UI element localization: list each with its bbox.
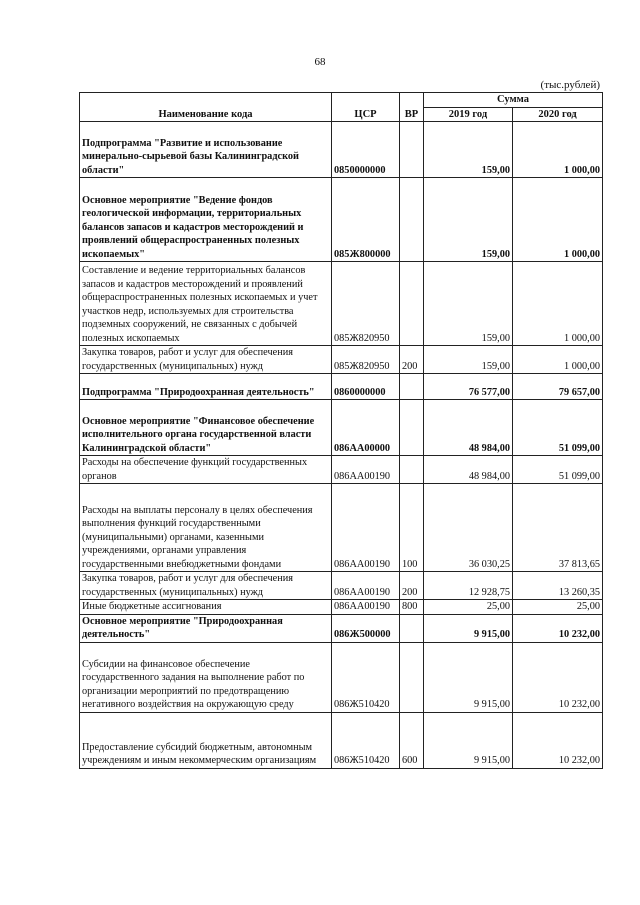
row-2020: 51 099,00 [513,400,603,456]
row-csr: 085Ж820950 [332,262,400,346]
table-row [80,712,603,768]
row-name: Закупка товаров, работ и услуг для обеспечения государственных (муниципальных) нужд [80,346,332,374]
row-2020: 51 099,00 [513,456,603,484]
table-row [80,642,603,712]
row-name: Основное мероприятие "Ведение фондов геологической информации, территориальных балансов запасов и кадастров месторождений и проявлений общераспространенных полезных ископаемых" [80,178,332,262]
row-2019: 9 915,00 [424,642,513,712]
table-row [80,262,603,346]
row-vr [400,400,424,456]
row-vr: 100 [400,484,424,572]
row-name: Иные бюджетные ассигнования [80,600,332,615]
row-2019: 159,00 [424,262,513,346]
header-2020: 2020 год [513,107,603,122]
row-vr [400,642,424,712]
row-vr [400,122,424,178]
row-2020: 13 260,35 [513,572,603,600]
row-2019: 9 915,00 [424,712,513,768]
row-2020: 1 000,00 [513,346,603,374]
table-row [80,456,603,484]
row-csr: 086АА00190 [332,572,400,600]
table-row [80,374,603,400]
row-2019: 159,00 [424,346,513,374]
row-2020: 1 000,00 [513,178,603,262]
row-csr: 086Ж510420 [332,712,400,768]
row-2020: 1 000,00 [513,122,603,178]
row-csr: 086Ж510420 [332,642,400,712]
table-row [80,614,603,642]
row-2019: 36 030,25 [424,484,513,572]
header-vr: ВР [400,93,424,122]
row-2020: 1 000,00 [513,262,603,346]
row-vr [400,614,424,642]
table-row [80,178,603,262]
header-sum: Сумма [424,93,603,108]
table-row [80,346,603,374]
budget-table [79,92,603,769]
row-name: Предоставление субсидий бюджетным, автономным учреждениям и иным некоммерческим организациям [80,712,332,768]
row-2020: 10 232,00 [513,614,603,642]
row-vr [400,374,424,400]
row-2020: 10 232,00 [513,712,603,768]
row-name: Основное мероприятие "Природоохранная деятельность" [80,614,332,642]
row-2019: 48 984,00 [424,456,513,484]
row-name: Подпрограмма "Развитие и использование минерально-сырьевой базы Калининградской области" [80,122,332,178]
row-csr: 086Ж500000 [332,614,400,642]
row-name: Составление и ведение территориальных балансов запасов и кадастров месторождений и проявлений общераспространенных полезных ископаемых и учет участков недр, используемых для строительства подземных сооружений, не связанных с добычей полезных ископаемых [80,262,332,346]
table-row [80,400,603,456]
row-2020: 25,00 [513,600,603,615]
row-2019: 25,00 [424,600,513,615]
row-vr: 200 [400,346,424,374]
row-vr [400,262,424,346]
table-row [80,484,603,572]
table-row [80,122,603,178]
row-csr: 0850000000 [332,122,400,178]
row-name: Расходы на обеспечение функций государственных органов [80,456,332,484]
header-name: Наименование кода [80,93,332,122]
table-row [80,600,603,615]
units-label: (тыс.рублей) [540,79,600,91]
row-2020: 37 813,65 [513,484,603,572]
row-csr: 086АА00190 [332,484,400,572]
row-vr [400,178,424,262]
row-vr: 600 [400,712,424,768]
row-vr [400,456,424,484]
row-2019: 159,00 [424,178,513,262]
row-csr: 086АА00190 [332,600,400,615]
row-csr: 0860000000 [332,374,400,400]
row-csr: 085Ж800000 [332,178,400,262]
row-csr: 086АА00190 [332,456,400,484]
row-2019: 48 984,00 [424,400,513,456]
row-csr: 086АА00000 [332,400,400,456]
header-2019: 2019 год [424,107,513,122]
row-2019: 159,00 [424,122,513,178]
row-name: Основное мероприятие "Финансовое обеспечение исполнительного органа государственной власти Калининградской области" [80,400,332,456]
row-csr: 085Ж820950 [332,346,400,374]
row-name: Подпрограмма "Природоохранная деятельность" [80,374,332,400]
header-csr: ЦСР [332,93,400,122]
row-vr: 800 [400,600,424,615]
row-2020: 10 232,00 [513,642,603,712]
table-row [80,572,603,600]
row-name: Закупка товаров, работ и услуг для обеспечения государственных (муниципальных) нужд [80,572,332,600]
row-2019: 76 577,00 [424,374,513,400]
row-name: Субсидии на финансовое обеспечение государственного задания на выполнение работ по организации мероприятий по предотвращению негативного воздействия на окружающую среду [80,642,332,712]
row-2019: 9 915,00 [424,614,513,642]
table-body [80,122,603,769]
row-vr: 200 [400,572,424,600]
row-2019: 12 928,75 [424,572,513,600]
row-2020: 79 657,00 [513,374,603,400]
row-name: Расходы на выплаты персоналу в целях обеспечения выполнения функций государственными (муниципальными) органами, казенными учреждениями, органами управления государственными внебюджетными фондами [80,484,332,572]
page-number: 68 [314,56,326,68]
